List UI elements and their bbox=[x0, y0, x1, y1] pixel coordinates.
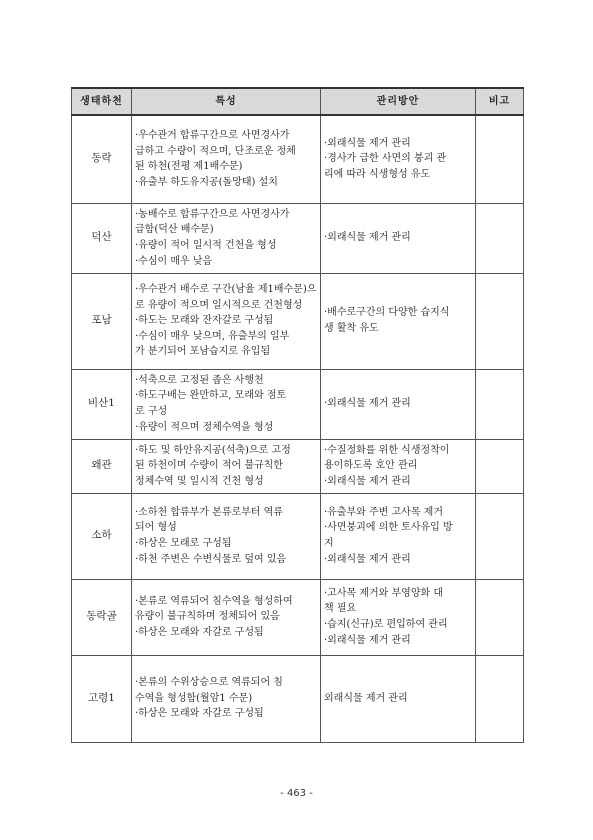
management-line: ·유출부와 주변 고사목 제거 bbox=[324, 506, 443, 518]
stream-management bbox=[321, 273, 476, 369]
stream-features bbox=[132, 369, 321, 439]
feature-line: ·유량이 적으며 정체수역을 형성 bbox=[135, 421, 274, 433]
header-note: 비고 bbox=[476, 88, 524, 115]
feature-line: 급하고 수량이 적으며, 단조로운 정체 bbox=[135, 145, 296, 157]
stream-note bbox=[476, 579, 524, 655]
feature-line: 된 하천이며 수량이 적어 불규칙한 bbox=[135, 460, 283, 472]
stream-note bbox=[476, 655, 524, 742]
table-row bbox=[72, 655, 524, 742]
table-row bbox=[72, 439, 524, 493]
management-line: ·외래식물 제거 관리 bbox=[324, 398, 411, 410]
stream-management bbox=[321, 493, 476, 579]
stream-management bbox=[321, 369, 476, 439]
stream-management bbox=[321, 655, 476, 742]
stream-management bbox=[321, 579, 476, 655]
feature-line: 되어 형성 bbox=[135, 522, 177, 534]
management-line: ·외래식물 제거 관리 bbox=[324, 475, 411, 487]
stream-note bbox=[476, 273, 524, 369]
feature-line: ·우수관거 배수로 구간(남율 제1배수문)으 bbox=[135, 284, 317, 296]
feature-line: ·하천 주변은 수변식물로 덮여 있음 bbox=[135, 553, 287, 565]
stream-name: 고령1 bbox=[72, 655, 132, 742]
stream-name: 포남 bbox=[72, 273, 132, 369]
feature-line: 유량이 불규칙하며 정체되어 있음 bbox=[135, 611, 280, 623]
stream-note bbox=[476, 203, 524, 273]
management-line: 생 활착 유도 bbox=[324, 323, 379, 334]
feature-line: ·하도는 모래와 잔자갈로 구성됨 bbox=[135, 315, 274, 327]
stream-name: 동락 bbox=[72, 115, 132, 203]
feature-line: ·하도 및 하안유지공(석축)으로 고정 bbox=[135, 444, 291, 456]
feature-line: ·우수관거 합류구간으로 사면경사가 bbox=[135, 130, 290, 142]
management-line: ·사면붕괴에 의한 토사유입 방 bbox=[324, 522, 453, 534]
management-line: ·외래식물 제거 관리 bbox=[324, 553, 411, 565]
table-row bbox=[72, 203, 524, 273]
management-line: ·고사목 제거와 부영양화 대 bbox=[324, 587, 443, 599]
stream-features bbox=[132, 439, 321, 493]
management-line: ·외래식물 제거 관리 bbox=[324, 137, 411, 149]
table-row bbox=[72, 493, 524, 579]
header-features: 특성 bbox=[132, 88, 321, 115]
stream-note bbox=[476, 493, 524, 579]
feature-line: ·하상은 모래와 자갈로 구성됨 bbox=[135, 708, 264, 720]
feature-line: 로 구성 bbox=[135, 406, 168, 417]
management-line: 책 필요 bbox=[324, 603, 357, 615]
management-line: ·경사가 급한 사면의 붕괴 관 bbox=[324, 153, 447, 165]
feature-line: ·하상은 모래와 자갈로 구성됨 bbox=[135, 626, 264, 638]
feature-line: ·소하천 합류부가 본류로부터 역류 bbox=[135, 506, 283, 518]
stream-name: 소하 bbox=[72, 493, 132, 579]
feature-line: 로 유량이 적으며 일시적으로 건천형성 bbox=[135, 299, 303, 311]
stream-name: 덕산 bbox=[72, 203, 132, 273]
management-line: 리에 따라 식생형성 유도 bbox=[324, 169, 431, 181]
stream-management-table bbox=[71, 87, 524, 743]
stream-name: 왜관 bbox=[72, 439, 132, 493]
feature-line: ·석축으로 고정된 좁은 사행천 bbox=[135, 374, 264, 386]
table-header-row bbox=[72, 88, 524, 115]
stream-features bbox=[132, 579, 321, 655]
stream-management bbox=[321, 203, 476, 273]
feature-line: 정체수역 및 일시적 건천 형성 bbox=[135, 475, 264, 487]
stream-note bbox=[476, 439, 524, 493]
feature-line: ·수심이 매우 낮으며, 유출부의 일부 bbox=[135, 330, 290, 342]
stream-features bbox=[132, 203, 321, 273]
feature-line: ·유량이 적어 일시적 건천을 형성 bbox=[135, 240, 277, 251]
management-line: ·외래식물 제거 관리 bbox=[324, 232, 411, 244]
stream-name: 비산1 bbox=[72, 369, 132, 439]
feature-line: ·본류의 수위상승으로 역류되어 침 bbox=[135, 677, 283, 689]
feature-line: 급함(덕산 배수문) bbox=[135, 224, 214, 236]
page-number: - 463 - bbox=[280, 788, 313, 799]
table-body bbox=[72, 115, 524, 742]
management-line: ·수질정화를 위한 식생정착이 bbox=[324, 444, 450, 456]
stream-note bbox=[476, 369, 524, 439]
feature-line: ·농배수로 합류구간으로 사면경사가 bbox=[135, 208, 290, 220]
stream-management bbox=[321, 115, 476, 203]
feature-line: ·수심이 매우 낮음 bbox=[135, 255, 213, 267]
feature-line: 된 하천(전평 제1배수문) bbox=[135, 161, 243, 173]
management-line: 외래식물 제거 관리 bbox=[324, 692, 408, 704]
management-line: 지 bbox=[324, 538, 334, 549]
table-row bbox=[72, 579, 524, 655]
stream-features bbox=[132, 493, 321, 579]
management-line: ·배수로구간의 다양한 습지식 bbox=[324, 307, 450, 319]
stream-management bbox=[321, 439, 476, 493]
table-row bbox=[72, 273, 524, 369]
table-row bbox=[72, 369, 524, 439]
feature-line: ·하상은 모래로 구성됨 bbox=[135, 538, 232, 549]
feature-line: ·하도구배는 완만하고, 모래와 점토 bbox=[135, 390, 287, 402]
feature-line: 수역을 형성함(월암1 수문) bbox=[135, 692, 253, 704]
header-management: 관리방안 bbox=[321, 88, 476, 115]
management-line: ·외래식물 제거 관리 bbox=[324, 634, 411, 646]
stream-note bbox=[476, 115, 524, 203]
stream-features bbox=[132, 273, 321, 369]
header-stream: 생태하천 bbox=[72, 88, 132, 115]
feature-line: ·본류로 역류되어 침수역을 형성하여 bbox=[135, 595, 293, 607]
feature-line: ·유출부 하도유지공(돌망태) 설치 bbox=[135, 176, 278, 188]
stream-features bbox=[132, 115, 321, 203]
feature-line: 가 분기되어 포남습지로 유입됨 bbox=[135, 346, 271, 358]
stream-features bbox=[132, 655, 321, 742]
table-row bbox=[72, 115, 524, 203]
management-line: 용이하도록 호안 관리 bbox=[324, 460, 418, 472]
management-line: ·습지(신규)로 편입하여 관리 bbox=[324, 619, 448, 630]
stream-name: 동락골 bbox=[72, 579, 132, 655]
